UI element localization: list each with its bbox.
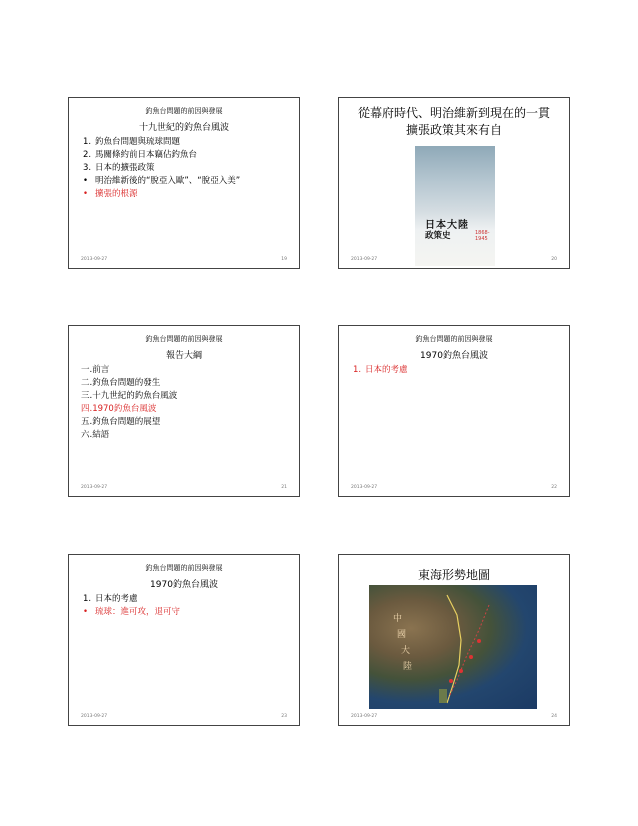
slide-date: 2013-09-27 [351,714,378,719]
list-item: 一.前言 [81,365,110,375]
slide-header: 釣魚台問題的前因與發展 [145,335,223,343]
list-item-highlight: 1. 日本的考慮 [353,365,408,375]
list-item: 六.結語 [81,430,110,440]
book-subtitle: 政策史 [425,231,451,241]
list-item: 1. 釣魚台問題與琉球問題 [83,137,181,147]
bullet-list [83,136,240,201]
slide-title: 東海形勢地圖 [417,568,490,582]
bullet-list [83,593,180,619]
map-overlay [369,585,537,709]
list-item-highlight: • 琉球：進可攻，退可守 [83,607,181,617]
slide-subtitle: 報告大綱 [165,351,202,361]
map-label: 陸 [403,662,413,672]
list-item: • 明治維新後的“脫亞入歐”、“脫亞入美” [83,176,241,186]
book-title: 日本大陸 [425,220,469,231]
book-cover-image [415,146,495,266]
slide-number: 21 [281,485,287,490]
slide-title-line1: 從幕府時代、明治維新到現在的一貫 [357,106,550,120]
slide-subtitle: 十九世紀的釣魚台風波 [138,123,229,133]
slide-number: 22 [551,485,557,490]
slide-date: 2013-09-27 [351,257,378,262]
list-item: 三.十九世紀的釣魚台風波 [81,391,178,401]
slide-22 [338,325,570,497]
list-item: 二.釣魚台問題的發生 [81,378,161,388]
list-item-highlight: • 擴張的根源 [83,189,138,199]
slide-subtitle: 1970釣魚台風波 [150,580,218,590]
list-item: 五.釣魚台問題的展望 [81,417,161,427]
slide-header: 釣魚台問題的前因與發展 [415,335,493,343]
slide-header: 釣魚台問題的前因與發展 [145,107,223,115]
slide-23 [68,554,300,726]
slide-subtitle: 1970釣魚台風波 [420,351,488,361]
slide-20 [338,97,570,269]
slide-header: 釣魚台問題的前因與發展 [145,564,223,572]
slide-date: 2013-09-27 [81,485,108,490]
list-item: 1. 日本的考慮 [83,594,138,604]
slide-21 [68,325,300,497]
map-label: 大 [401,646,411,656]
slide-date: 2013-09-27 [81,714,108,719]
slide-number: 19 [281,257,287,262]
slide-date: 2013-09-27 [81,257,108,262]
slide-number: 23 [281,714,287,719]
bullet-list [353,364,408,377]
slide-title-line2: 擴張政策其來有自 [405,123,502,137]
slide-date: 2013-09-27 [351,485,378,490]
slide-24 [338,554,570,726]
slide-number: 20 [551,257,557,262]
slide-number: 24 [551,714,557,719]
list-item: 3. 日本的擴張政策 [83,163,155,173]
book-years: 1868-1945 [475,230,490,242]
east-china-sea-map [369,585,537,709]
outline-list [81,364,177,442]
list-item: 2. 馬關條約前日本竊佔釣魚台 [83,150,198,160]
slide-19 [68,97,300,269]
map-label: 中 [393,614,403,624]
list-item-highlight: 四.1970釣魚台風波 [81,404,157,414]
map-label: 國 [397,630,407,640]
